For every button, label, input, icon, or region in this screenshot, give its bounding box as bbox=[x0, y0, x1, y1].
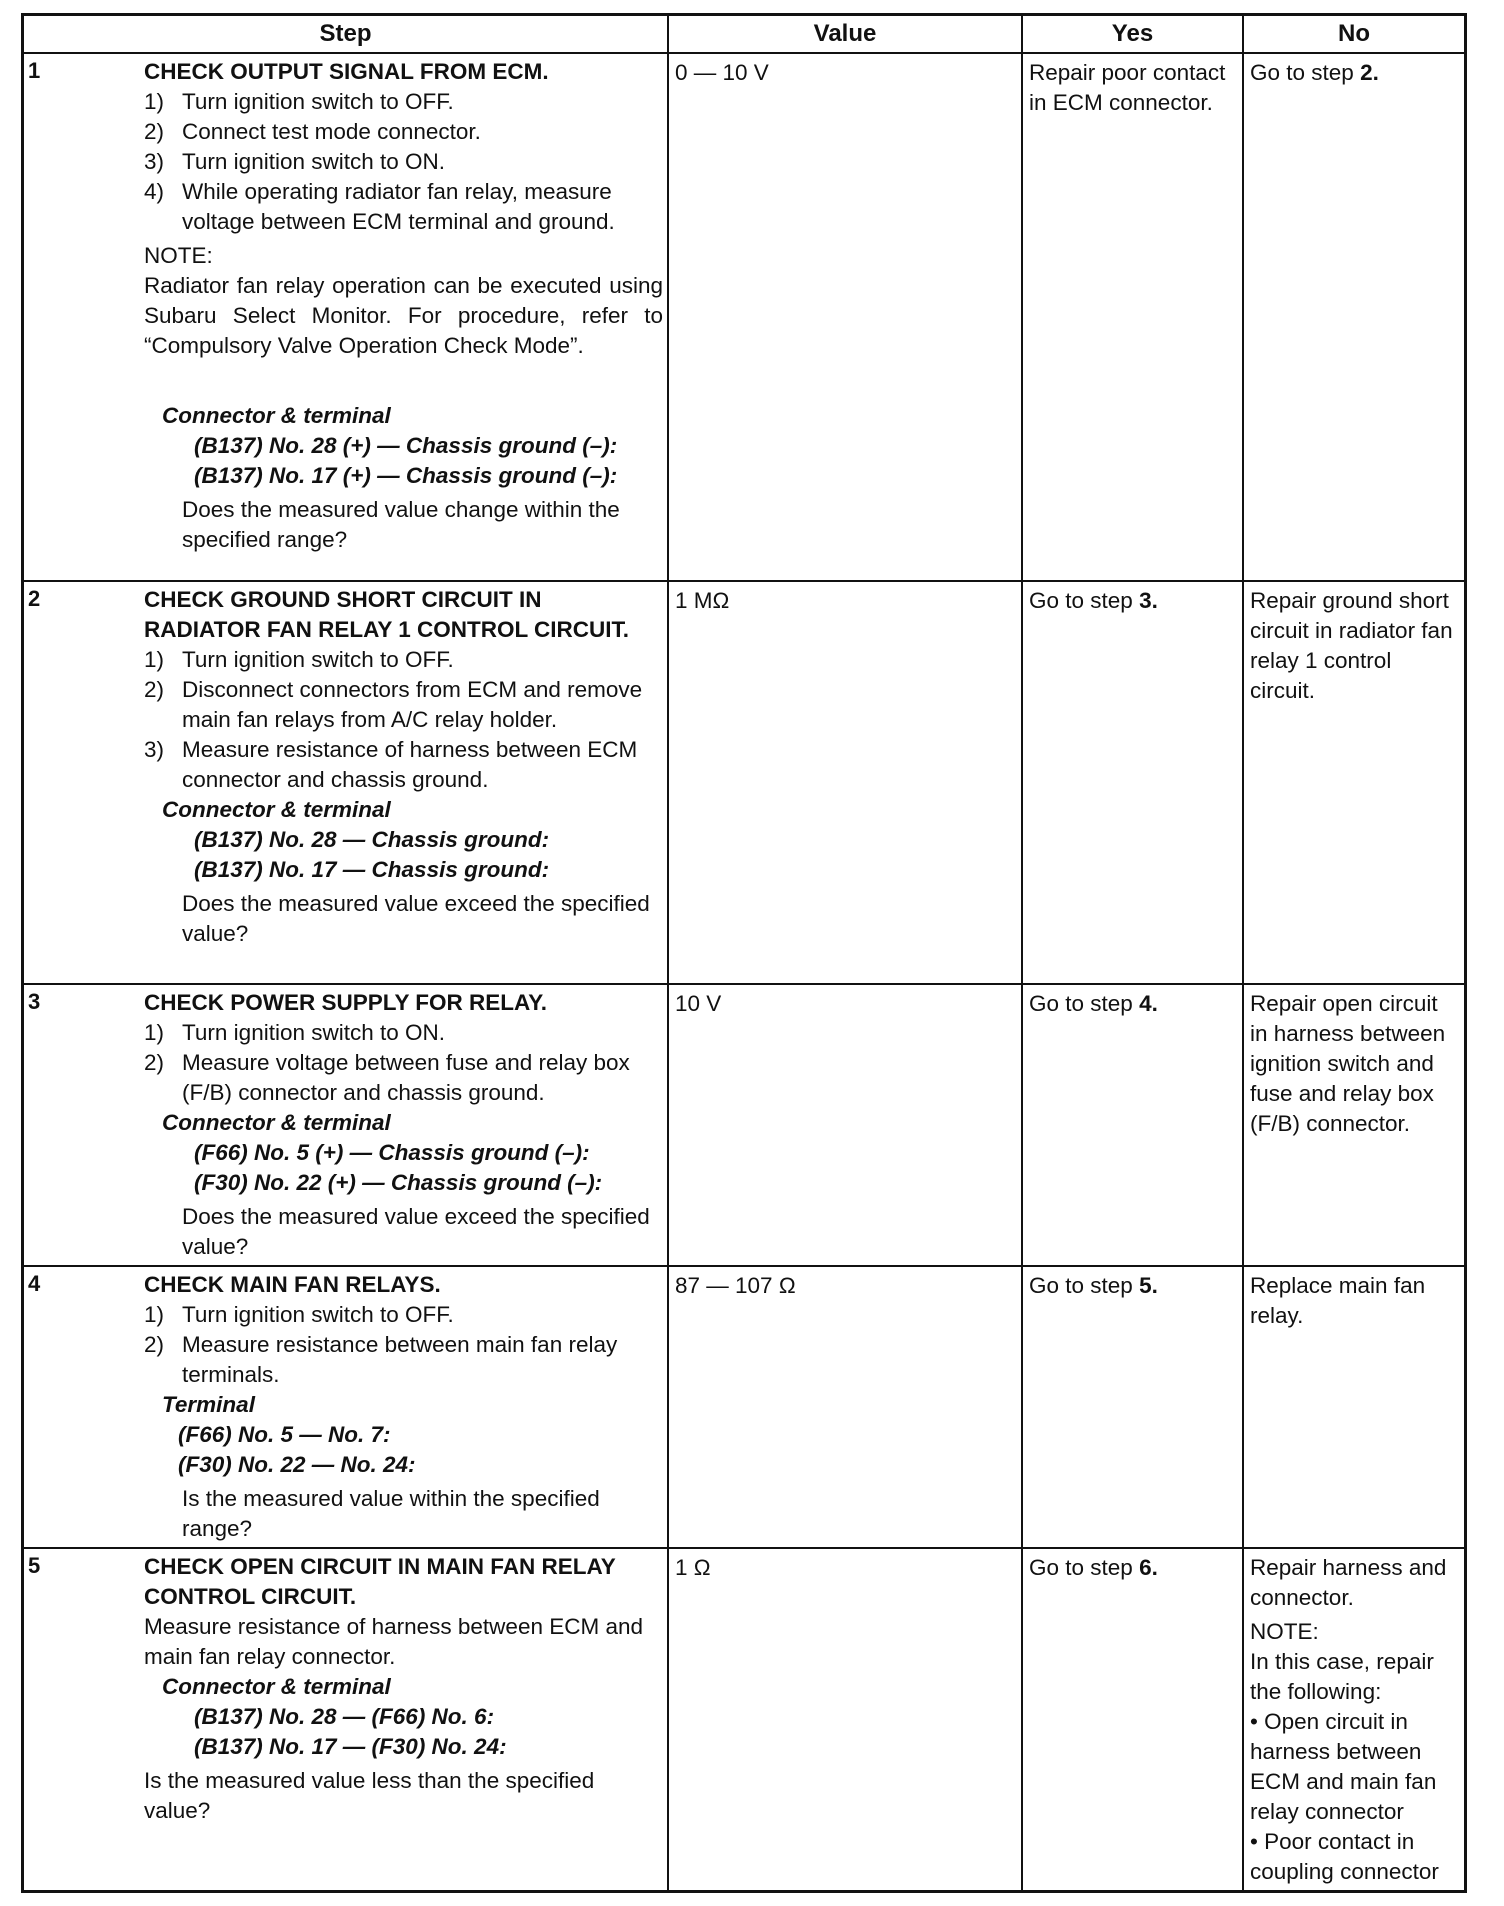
no-cell: Replace main fan relay. bbox=[1243, 1266, 1464, 1548]
value-cell: 1 MΩ bbox=[668, 581, 1022, 984]
connector-terminal-line: (B137) No. 28 (+) — Chassis ground (–): bbox=[194, 433, 618, 458]
connector-terminal-line: (F30) No. 22 (+) — Chassis ground (–): bbox=[194, 1170, 603, 1195]
no-action: Repair harness and connector. bbox=[1250, 1555, 1447, 1610]
step-title: CHECK POWER SUPPLY FOR RELAY. bbox=[144, 990, 548, 1015]
no-cell: Go to step 2. bbox=[1243, 53, 1464, 581]
procedure-list bbox=[144, 1300, 663, 1390]
value-cell: 10 V bbox=[668, 984, 1022, 1266]
step-number: 1 bbox=[28, 58, 41, 83]
step-title: CHECK OPEN CIRCUIT IN MAIN FAN RELAY CONTROL CIRCUIT. bbox=[144, 1554, 616, 1609]
note-label: NOTE: bbox=[144, 243, 213, 268]
check-question: Does the measured value exceed the specified value? bbox=[182, 1204, 650, 1259]
check-question: Is the measured value within the specified range? bbox=[182, 1486, 600, 1541]
connector-terminal-heading: Connector & terminal bbox=[162, 1674, 391, 1699]
value-cell: 0 — 10 V bbox=[668, 53, 1022, 581]
procedure-item: 2) Measure voltage between fuse and relay box (F/B) connector and chassis ground. bbox=[144, 1050, 630, 1105]
procedure-item: 2) Disconnect connectors from ECM and remove main fan relays from A/C relay holder. bbox=[144, 677, 643, 732]
step-link: 6. bbox=[1139, 1555, 1158, 1580]
diagnostic-table-frame bbox=[21, 13, 1467, 1893]
yes-cell: Repair poor contact in ECM connector. bbox=[1022, 53, 1243, 581]
table-row bbox=[24, 1548, 1464, 1892]
step-cell bbox=[24, 1548, 668, 1892]
connector-terminal-heading: Connector & terminal bbox=[162, 403, 391, 428]
header-row bbox=[24, 16, 1464, 53]
note-text: Radiator fan relay operation can be executed using Subaru Select Monitor. For procedure, refer to “Compulsory Valve Operation Check Mode”. bbox=[144, 273, 663, 358]
connector-terminal-line: (B137) No. 28 — (F66) No. 6: bbox=[194, 1704, 495, 1729]
header-no: No bbox=[1243, 16, 1464, 53]
procedure-list bbox=[144, 87, 663, 237]
step-link: 4. bbox=[1139, 991, 1158, 1016]
terminal-heading: Terminal bbox=[162, 1392, 255, 1417]
procedure-item: 1) Turn ignition switch to OFF. bbox=[144, 1302, 454, 1327]
table-row bbox=[24, 581, 1464, 984]
step-link: 3. bbox=[1139, 588, 1158, 613]
table-row bbox=[24, 1266, 1464, 1548]
procedure-item: 2) Measure resistance between main fan relay terminals. bbox=[144, 1332, 618, 1387]
connector-terminal-line: (B137) No. 17 — (F30) No. 24: bbox=[194, 1734, 507, 1759]
step-title: CHECK GROUND SHORT CIRCUIT IN RADIATOR FAN RELAY 1 CONTROL CIRCUIT. bbox=[144, 587, 630, 642]
procedure-item: 1) Turn ignition switch to OFF. bbox=[144, 89, 454, 114]
procedure-item: 2) Connect test mode connector. bbox=[144, 119, 481, 144]
connector-terminal-line: (F66) No. 5 (+) — Chassis ground (–): bbox=[194, 1140, 590, 1165]
procedure-item: 1) Turn ignition switch to OFF. bbox=[144, 647, 454, 672]
connector-terminal-heading: Connector & terminal bbox=[162, 1110, 391, 1135]
yes-cell: Go to step 4. bbox=[1022, 984, 1243, 1266]
procedure-item: 3) Turn ignition switch to ON. bbox=[144, 149, 446, 174]
diagnostic-table bbox=[24, 16, 1464, 1893]
note-text: In this case, repair the following: bbox=[1250, 1649, 1434, 1704]
header-value: Value bbox=[668, 16, 1022, 53]
check-question: Does the measured value change within the specified range? bbox=[182, 497, 620, 552]
bullet-item: • Poor contact in coupling connector bbox=[1250, 1829, 1439, 1884]
no-cell: Repair open circuit in harness between ignition switch and fuse and relay box (F/B) connector. bbox=[1243, 984, 1464, 1266]
no-cell: Repair ground short circuit in radiator fan relay 1 control circuit. bbox=[1243, 581, 1464, 984]
step-cell bbox=[24, 1266, 668, 1548]
connector-terminal-line: (B137) No. 28 — Chassis ground: bbox=[194, 827, 550, 852]
connector-terminal-line: (B137) No. 17 — Chassis ground: bbox=[194, 857, 550, 882]
table-row bbox=[24, 53, 1464, 581]
step-title: CHECK MAIN FAN RELAYS. bbox=[144, 1272, 441, 1297]
step-number: 5 bbox=[28, 1553, 41, 1578]
table-row bbox=[24, 984, 1464, 1266]
step-cell bbox=[24, 581, 668, 984]
header-yes: Yes bbox=[1022, 16, 1243, 53]
procedure-text: Measure resistance of harness between ECM and main fan relay connector. bbox=[144, 1614, 644, 1669]
step-link: 2. bbox=[1360, 60, 1379, 85]
value-cell: 1 Ω bbox=[668, 1548, 1022, 1892]
step-number: 4 bbox=[28, 1271, 41, 1296]
procedure-list bbox=[144, 645, 663, 795]
terminal-line: (F30) No. 22 — No. 24: bbox=[178, 1452, 416, 1477]
step-link: 5. bbox=[1139, 1273, 1158, 1298]
step-number: 2 bbox=[28, 586, 41, 611]
step-number: 3 bbox=[28, 989, 41, 1014]
check-question: Is the measured value less than the specified value? bbox=[144, 1768, 595, 1823]
yes-cell: Go to step 5. bbox=[1022, 1266, 1243, 1548]
procedure-list bbox=[144, 1018, 663, 1108]
procedure-item: 3) Measure resistance of harness between ECM connector and chassis ground. bbox=[144, 737, 638, 792]
procedure-item: 1) Turn ignition switch to ON. bbox=[144, 1020, 446, 1045]
connector-terminal-line: (B137) No. 17 (+) — Chassis ground (–): bbox=[194, 463, 618, 488]
step-title: CHECK OUTPUT SIGNAL FROM ECM. bbox=[144, 59, 549, 84]
no-cell bbox=[1243, 1548, 1464, 1892]
yes-cell: Go to step 3. bbox=[1022, 581, 1243, 984]
procedure-item: 4) While operating radiator fan relay, measure voltage between ECM terminal and ground. bbox=[144, 179, 615, 234]
step-cell bbox=[24, 984, 668, 1266]
check-question: Does the measured value exceed the specified value? bbox=[182, 891, 650, 946]
value-cell: 87 — 107 Ω bbox=[668, 1266, 1022, 1548]
bullet-item: • Open circuit in harness between ECM and main fan relay connector bbox=[1250, 1709, 1437, 1824]
note-label: NOTE: bbox=[1250, 1619, 1319, 1644]
terminal-line: (F66) No. 5 — No. 7: bbox=[178, 1422, 391, 1447]
header-step: Step bbox=[24, 16, 668, 53]
yes-cell: Go to step 6. bbox=[1022, 1548, 1243, 1892]
step-cell bbox=[24, 53, 668, 581]
connector-terminal-heading: Connector & terminal bbox=[162, 797, 391, 822]
